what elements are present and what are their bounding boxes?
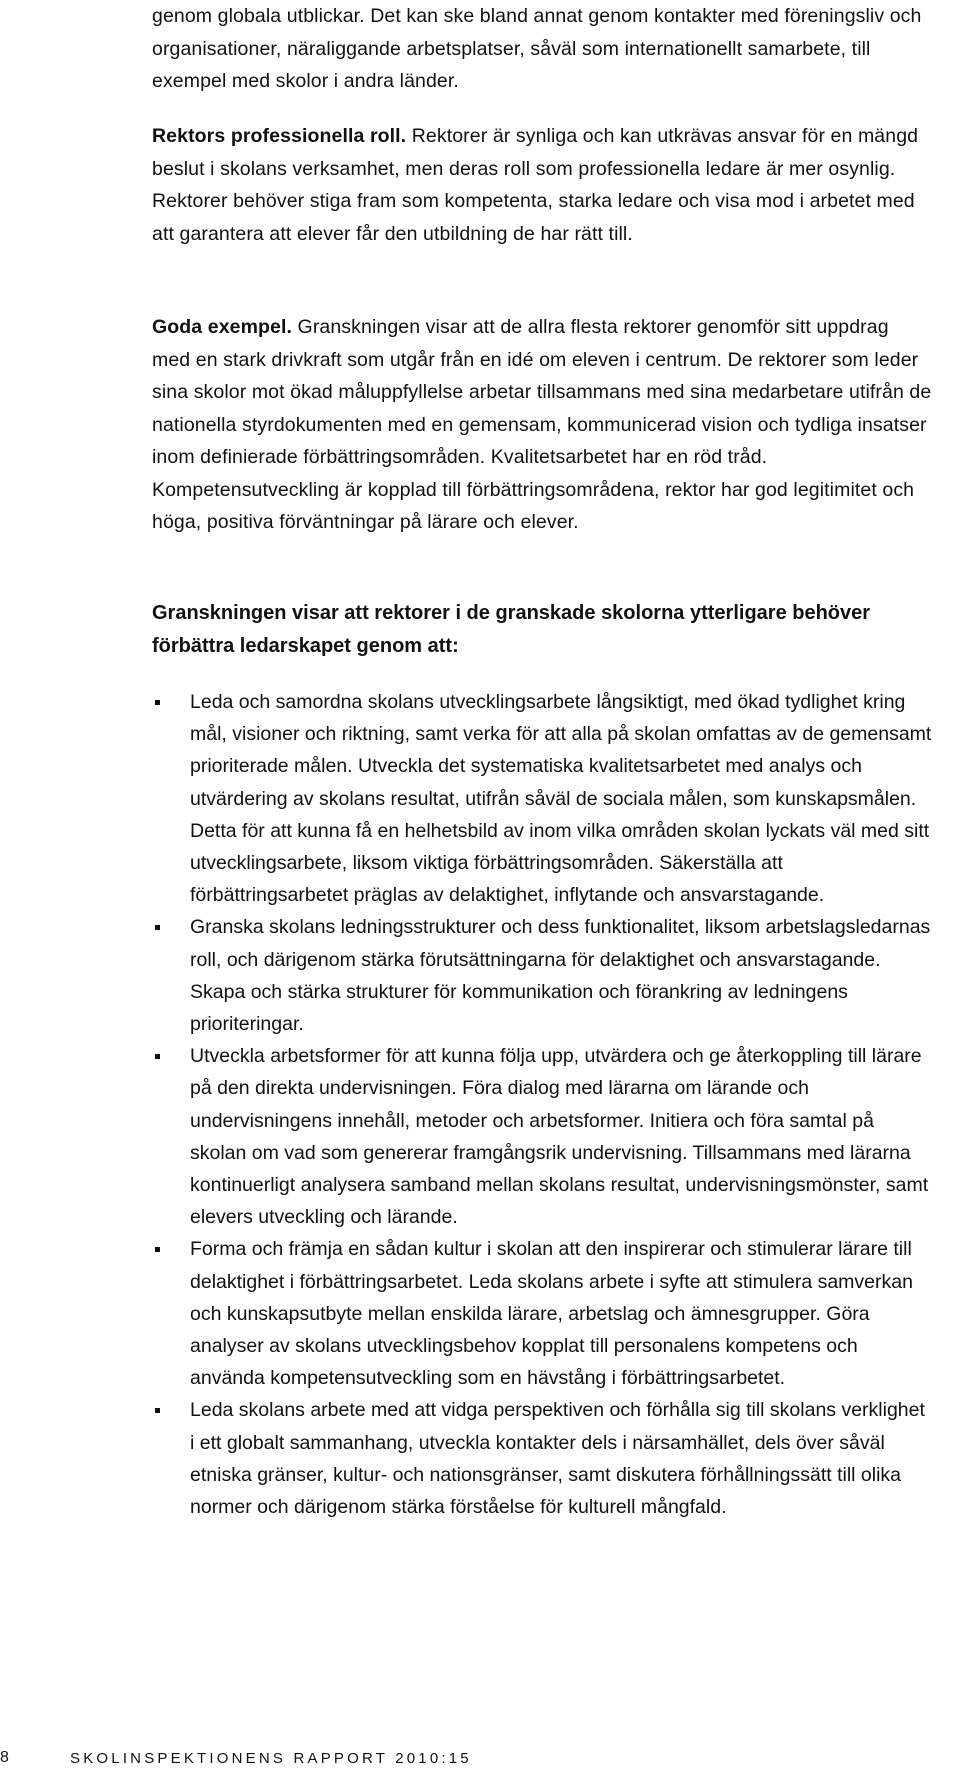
list-item-text: Leda skolans arbete med att vidga perspektiven och förhålla sig till skolans verklighet i ett globalt sammanhang, utveckla kontakter dels i närsamhället, dels över såväl etniska gränser, kultur- och nationsgränser, samt diskutera förhållningssätt till olika normer och därigenom stärka förståelse för kulturell mångfald.: [190, 1399, 925, 1519]
bullet-icon: [155, 1054, 160, 1059]
list-item: [152, 1233, 932, 1394]
section-heading: Granskningen visar att rektorer i de granskade skolorna ytterligare behöver förbättra ledarskapet genom att:: [152, 602, 871, 657]
list-item: [152, 686, 932, 911]
rektors-roll-heading: Rektors professionella roll.: [152, 125, 407, 147]
list-item: [152, 911, 932, 1040]
bullet-icon: [155, 1247, 160, 1252]
goda-exempel-text: Granskningen visar att de allra flesta rektorer genomför sitt uppdrag med en stark drivkraft som utgår från en idé om eleven i centrum. De rektorer som leder sina skolor mot ökad måluppfyllelse arbetar tillsammans med sina medarbetare utifrån de nationella styrdokumenten med en gemensam, kommunicerad vision och tydliga insatser inom definierade förbättringsområden. Kvalitetsarbetet har en röd tråd. Kompetensutveckling är kopplad till förbättringsområdena, rektor har god legitimitet och höga, positiva förväntningar på lärare och elever.: [152, 316, 932, 533]
intro-paragraph: [152, 0, 932, 98]
list-item-text: Utveckla arbetsformer för att kunna följa upp, utvärdera och ge återkoppling till lärare på den direkta undervisningen. Föra dialog med lärarna om lärande och undervisningens innehåll, metoder och arbetsformer. Initiera och föra samtal på skolan om vad som genererar framgångsrik undervisning. Tillsammans med lärarna kontinuerligt analysera samband mellan skolans resultat, undervisningsmönster, samt elevers utveckling och lärande.: [190, 1045, 929, 1229]
goda-exempel-paragraph: [152, 311, 932, 539]
list-item-text: Forma och främja en sådan kultur i skolan att den inspirerar och stimulerar lärare till delaktighet i förbättringsarbetet. Leda skolans arbete i syfte att stimulera samverkan och kunskapsutbyte mellan enskilda lärare, arbetslag och ämnesgrupper. Göra analyser av skolans utvecklingsbehov kopplat till personalens kompetens och använda kompetensutveckling som en hävstång i förbättringsarbetet.: [190, 1238, 913, 1390]
improvement-list: [152, 686, 932, 1523]
list-item: [152, 1040, 932, 1233]
intro-text: genom globala utblickar. Det kan ske bland annat genom kontakter med föreningsliv och organisationer, näraliggande arbetsplatser, såväl som internationellt samarbete, till exempel med skolor i andra länder.: [152, 5, 922, 92]
list-item: [152, 1394, 932, 1523]
page-number: 8: [0, 1749, 9, 1766]
bullet-icon: [155, 1408, 160, 1413]
list-item-text: Leda och samordna skolans utvecklingsarbete långsiktigt, med ökad tydlighet kring mål, visioner och riktning, samt verka för att alla på skolan omfattas av de gemensamt prioriterade målen. Utveckla det systematiska kvalitetsarbetet med analys och utvärdering av skolans resultat, utifrån såväl de sociala målen, som kunskapsmålen. Detta för att kunna få en helhetsbild av inom vilka områden skolan lyckats väl med sitt utvecklingsarbete, liksom viktiga förbättringsområden. Säkerställa att förbättringsarbetet präglas av delaktighet, inflytande och ansvarstagande.: [190, 691, 932, 907]
bullet-icon: [155, 700, 160, 705]
goda-exempel-heading: Goda exempel.: [152, 316, 293, 338]
rektors-roll-text: Rektorer är synliga och kan utkrävas ansvar för en mängd beslut i skolans verksamhet, men deras roll som professionella ledare är mer osynlig. Rektorer behöver stiga fram som kompetenta, starka ledare och visa mod i arbetet med att garantera att elever får den utbildning de har rätt till.: [152, 125, 919, 245]
bullet-icon: [155, 925, 160, 930]
list-item-text: Granska skolans ledningsstrukturer och dess funktionalitet, liksom arbetslagsledarnas roll, och därigenom stärka förutsättningarna för delaktighet och ansvarstagande. Skapa och stärka strukturer för kommunikation och förankring av ledningens prioriteringar.: [190, 916, 931, 1036]
page-footer: [0, 1745, 960, 1775]
rektors-roll-paragraph: [152, 120, 932, 250]
report-name: SKOLINSPEKTIONENS RAPPORT 2010:15: [70, 1750, 472, 1767]
